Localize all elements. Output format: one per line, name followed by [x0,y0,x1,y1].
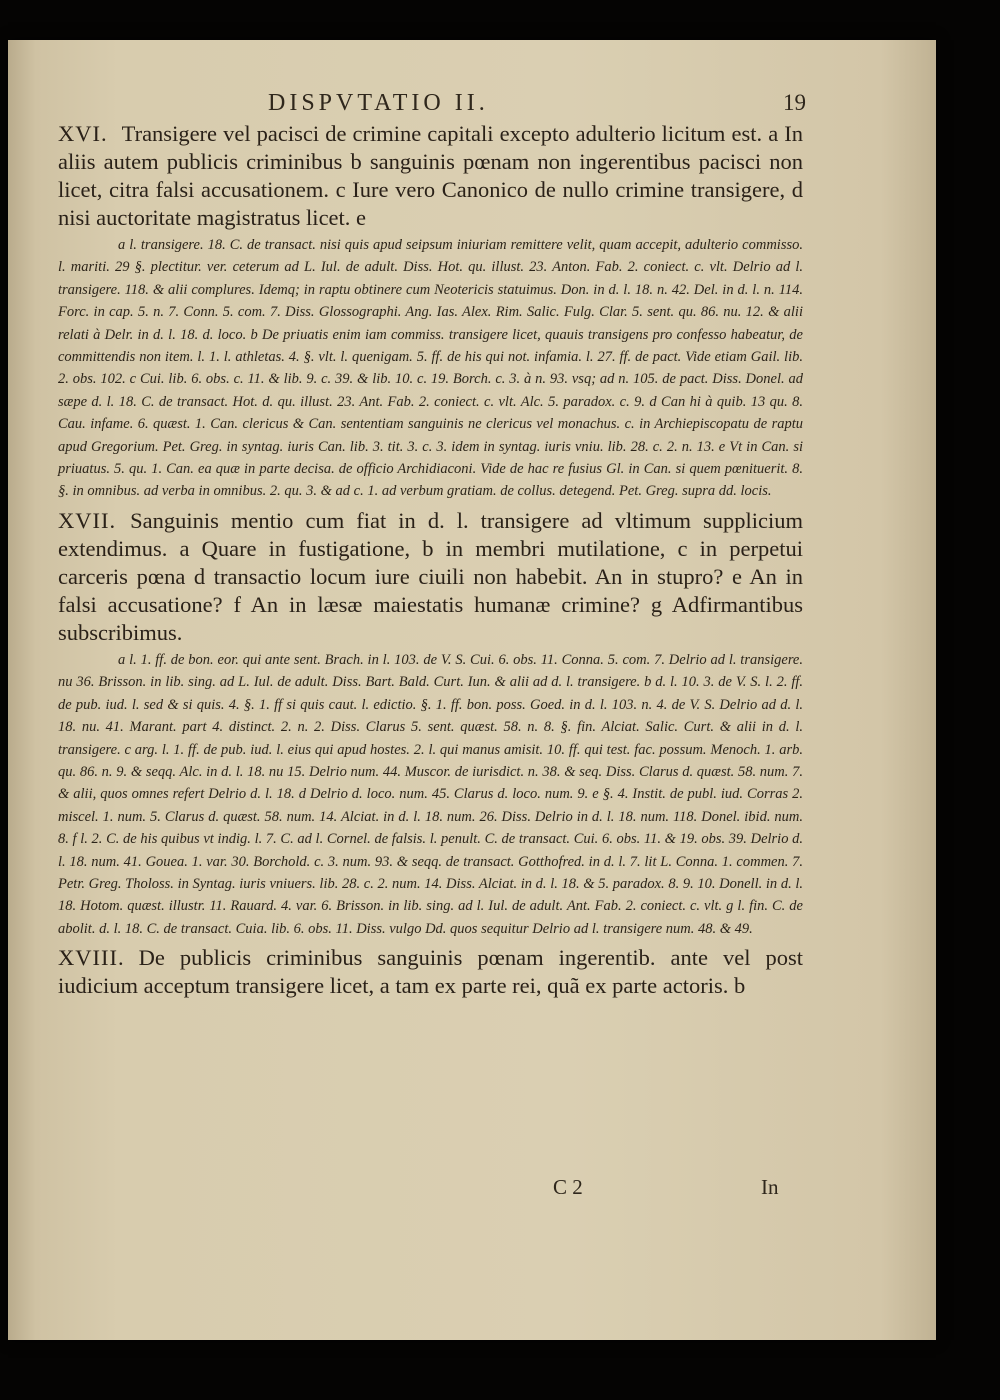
section-number: XVII. [58,507,117,533]
footnotes-xvi: a l. transigere. 18. C. de transact. nisi quis apud seipsum iniuriam remittere velit, quam accepit, adulterio commisso. l. mariti. 29 §. plectitur. ver. ceterum ad L. Iul. de adult. Diss. Hot. qu. illust. 23. Anton. Fab. 2. coniect. c. vlt. Delrio ad l. transigere. 118. & alii complures. Idemq; in raptu obtinere cum Neotericis statuimus. Don. in d. l. 18. n. 42. Del. in d. l. n. 114. Forc. in cap. 5. n. 7. Conn. 5. com. 7. Diss. Glossographi. Ang. Ias. Alex. Rim. Salic. Fulg. Clar. 5. sent. qu. 86. nu. 12. & alii relati à Delr. in d. l. 18. d. loco. b De priuatis enim iam commiss. transigere licet, quauis transigens pro confesso habeatur, de committendis non item. l. 1. l. athletas. 4. §. vlt. l. quenigam. 5. ff. de his qui not. infamia. l. 27. ff. de pact. Vide etiam Gail. lib. 2. obs. 102. c Cui. lib. 6. obs. c. 11. & lib. 9. c. 39. & lib. 10. c. 19. Borch. c. 3. à n. 93. vsq; ad n. 105. de pact. Diss. Donel. ad sæpe d. l. 18. C. de transact. Hot. d. qu. illust. 23. Ant. Fab. 2. coniect. c. vlt. Alc. 5. paradox. c. 9. d Can hi à quib. 13 qu. 8. Cau. infame. 6. quæst. 1. Can. clericus & Can. sententiam sanguinis ne clericus vel monachus. c. in Archiepiscopatu de raptu apud Gregorium. Pet. Greg. in syntag. iuris Can. lib. 3. tit. 3. c. 3. idem in syntag. iuris vniu. lib. 28. c. 2. n. 13. e Vt in Can. si priuatus. 5. qu. 1. Can. ea quæ in parte decisa. de officio Archidiaconi. Vide de hac re fusius Gl. in Can. si quem pœnituerit. 8. §. in omnibus. ad verba in omnibus. 2. qu. 3. & ad c. 1. ad verbum gratiam. de collus. detegend. Pet. Greg. supra dd. locis. [58,237,803,500]
section-xvii [58,507,803,647]
footnotes-xvii: a l. 1. ff. de bon. eor. qui ante sent. Brach. in l. 103. de V. S. Cui. 6. obs. 11. Conna. 5. com. 7. Delrio ad l. transigere. nu 36. Brisson. in lib. sing. ad L. Iul. de adult. Diss. Bart. Bald. Curt. Iun. & alii ad d. l. transigere. b d. l. 10. 3. de V. S. l. 2. ff. de pub. iud. l. sed & si quis. 4. §. 1. ff si quis caut. l. edictio. §. 1. ff. bon. poss. Goed. in d. l. 103. n. 4. de V. S. Delrio ad d. l. 18. nu. 41. Marant. part 4. distinct. 2. n. 2. Diss. Clarus 5. sent. quæst. 58. n. 8. §. fin. Alciat. Salic. Curt. & alii in d. l. transigere. c arg. l. 1. ff. de pub. iud. l. eius qui apud hostes. 2. l. qui manus amisit. 10. ff. qui test. fac. possum. Menoch. 1. arb. qu. 86. n. 9. & seqq. Alc. in d. l. 18. nu 15. Delrio num. 44. Muscor. de iurisdict. n. 38. & seq. Diss. Clarus d. quæst. 58. num. 7. & alii, quos omnes refert Delrio d. l. 18. d Delrio d. loco. num. 45. Clarus d. loco. num. 9. e §. 4. Instit. de publ. iud. Corras 2. miscel. 1. num. 5. Clarus d. quæst. 58. num. 14. Alciat. in d. l. 18. num. 26. Diss. Delrio in d. l. 18. num. 118. Donel. ibid. num. 8. f l. 2. C. de his quibus vt indig. l. 7. C. ad l. Cornel. de falsis. l. penult. C. de transact. Cui. 6. obs. 11. & 19. obs. 39. Delrio d. l. 18. num. 41. Gouea. 1. var. 30. Borchold. c. 3. num. 93. & seqq. de transact. Gotthofred. in d. l. 7. lit L. Conna. 1. commen. 7. Petr. Greg. Tholoss. in Syntag. iuris vniuers. lib. 28. c. 2. num. 14. Diss. Alciat. in d. l. 18. & 5. paradox. 8. 9. 10. Donell. in d. l. 18. Hotom. quæst. illustr. 11. Rauard. 4. var. 6. Brisson. in lib. sing. ad l. Iul. de adult. Ant. Fab. 2. coniect. c. vlt. g l. fin. C. de abolit. d. l. 18. C. de transact. Cuia. lib. 6. obs. 11. Diss. vulgo Dd. quos sequitur Delrio ad l. transigere num. 48. & 49. [58,651,803,937]
section-number: XVI. [58,121,108,146]
book-page [8,40,936,1340]
page-header [58,88,806,120]
section-text: Sanguinis mentio cum fiat in d. l. transigere ad vltimum supplicium extendimus. a Quare in fustigatione, b in membri mutilatione, c in perpetui carceris pœna d transactio locum iure ciuili non habebit. An in stupro? e An in falsi accusatione? f An in læsæ maiestatis humanæ crimine? g Adfirmantibus subscribimus. [58,507,803,645]
section-xvi [58,120,803,232]
section-number: XVIII. [58,945,125,971]
signature-mark: C 2 [553,1175,583,1199]
page-content [58,88,806,1000]
running-head: DISPVTATIO II. [268,90,489,116]
section-text: Transigere vel pacisci de crimine capitali excepto adulterio licitum est. a In aliis autem publicis criminibus b sanguinis pœnam non ingerentibus pacisci non licet, citra falsi accusationem. c Iure vero Canonico de nullo crimine transigere, d nisi auctoritate magistratus licet. e [58,121,803,230]
section-text: De publicis criminibus sanguinis pœnam ingerentib. ante vel post iudicium acceptum transigere licet, a tam ex parte rei, quã ex parte actoris. b [58,945,803,999]
page-number: 19 [783,90,806,115]
section-xviii [58,944,803,1000]
catchword: In [761,1175,779,1199]
